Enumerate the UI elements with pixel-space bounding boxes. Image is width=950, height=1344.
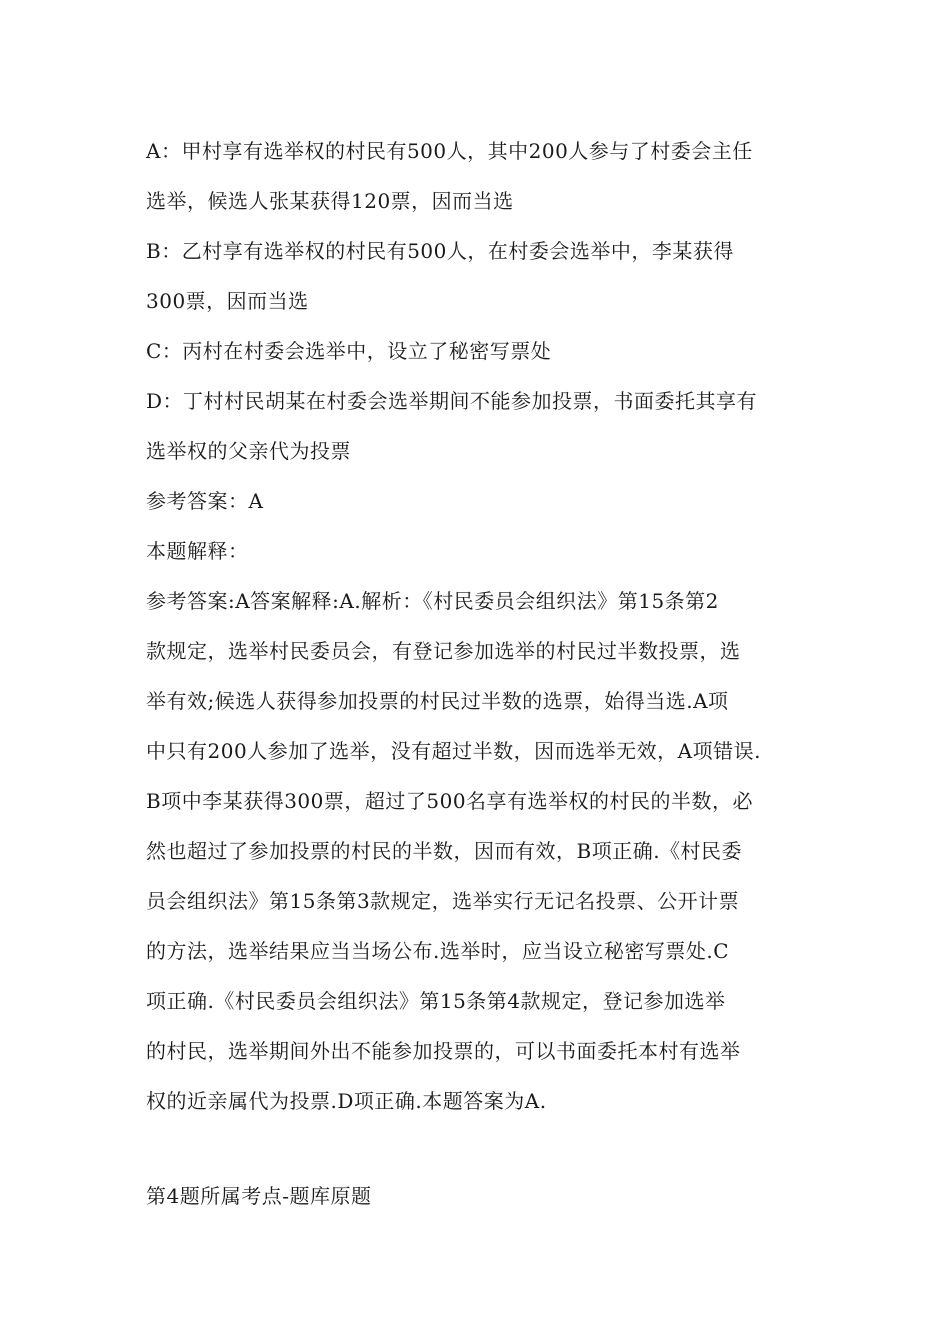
explanation-line-5: B项中李某获得300票，超过了500名享有选举权的村民的半数，必 [146, 789, 754, 813]
option-b-line-1: B：乙村享有选举权的村民有500人，在村委会选举中，李某获得 [146, 239, 734, 263]
explanation-line-2: 款规定，选举村民委员会，有登记参加选举的村民过半数投票，选 [146, 639, 741, 663]
explanation-line-4: 中只有200人参加了选举，没有超过半数，因而选举无效，A项错误. [146, 739, 761, 763]
explanation-line-1: 参考答案:A答案解释:A.解析：《村民委员会组织法》第15条第2 [146, 589, 719, 613]
reference-answer: 参考答案：A [146, 489, 264, 513]
option-d-line-2: 选举权的父亲代为投票 [146, 439, 351, 463]
explanation-line-3: 举有效;候选人获得参加投票的村民过半数的选票，始得当选.A项 [146, 689, 729, 713]
explanation-line-10: 的村民，选举期间外出不能参加投票的，可以书面委托本村有选举 [146, 1039, 741, 1063]
explanation-line-8: 的方法，选举结果应当当场公布.选举时，应当设立秘密写票处.C [146, 939, 730, 963]
explanation-line-9: 项正确.《村民委员会组织法》第15条第4款规定，登记参加选举 [146, 989, 726, 1013]
option-b-line-2: 300票，因而当选 [146, 289, 309, 313]
question-topic-heading: 第4题所属考点-题库原题 [146, 1184, 372, 1208]
explanation-heading: 本题解释： [146, 539, 249, 563]
option-c-line: C：丙村在村委会选举中，设立了秘密写票处 [146, 339, 552, 363]
explanation-line-11: 权的近亲属代为投票.D项正确.本题答案为A. [146, 1089, 547, 1113]
explanation-line-7: 员会组织法》第15条第3款规定，选举实行无记名投票、公开计票 [146, 889, 740, 913]
option-d-line-1: D：丁村村民胡某在村委会选举期间不能参加投票，书面委托其享有 [146, 389, 758, 413]
option-a-line-1: A：甲村享有选举权的村民有500人，其中200人参与了村委会主任 [146, 139, 753, 163]
option-a-line-2: 选举，候选人张某获得120票，因而当选 [146, 189, 514, 213]
explanation-line-6: 然也超过了参加投票的村民的半数，因而有效，B项正确.《村民委 [146, 839, 743, 863]
